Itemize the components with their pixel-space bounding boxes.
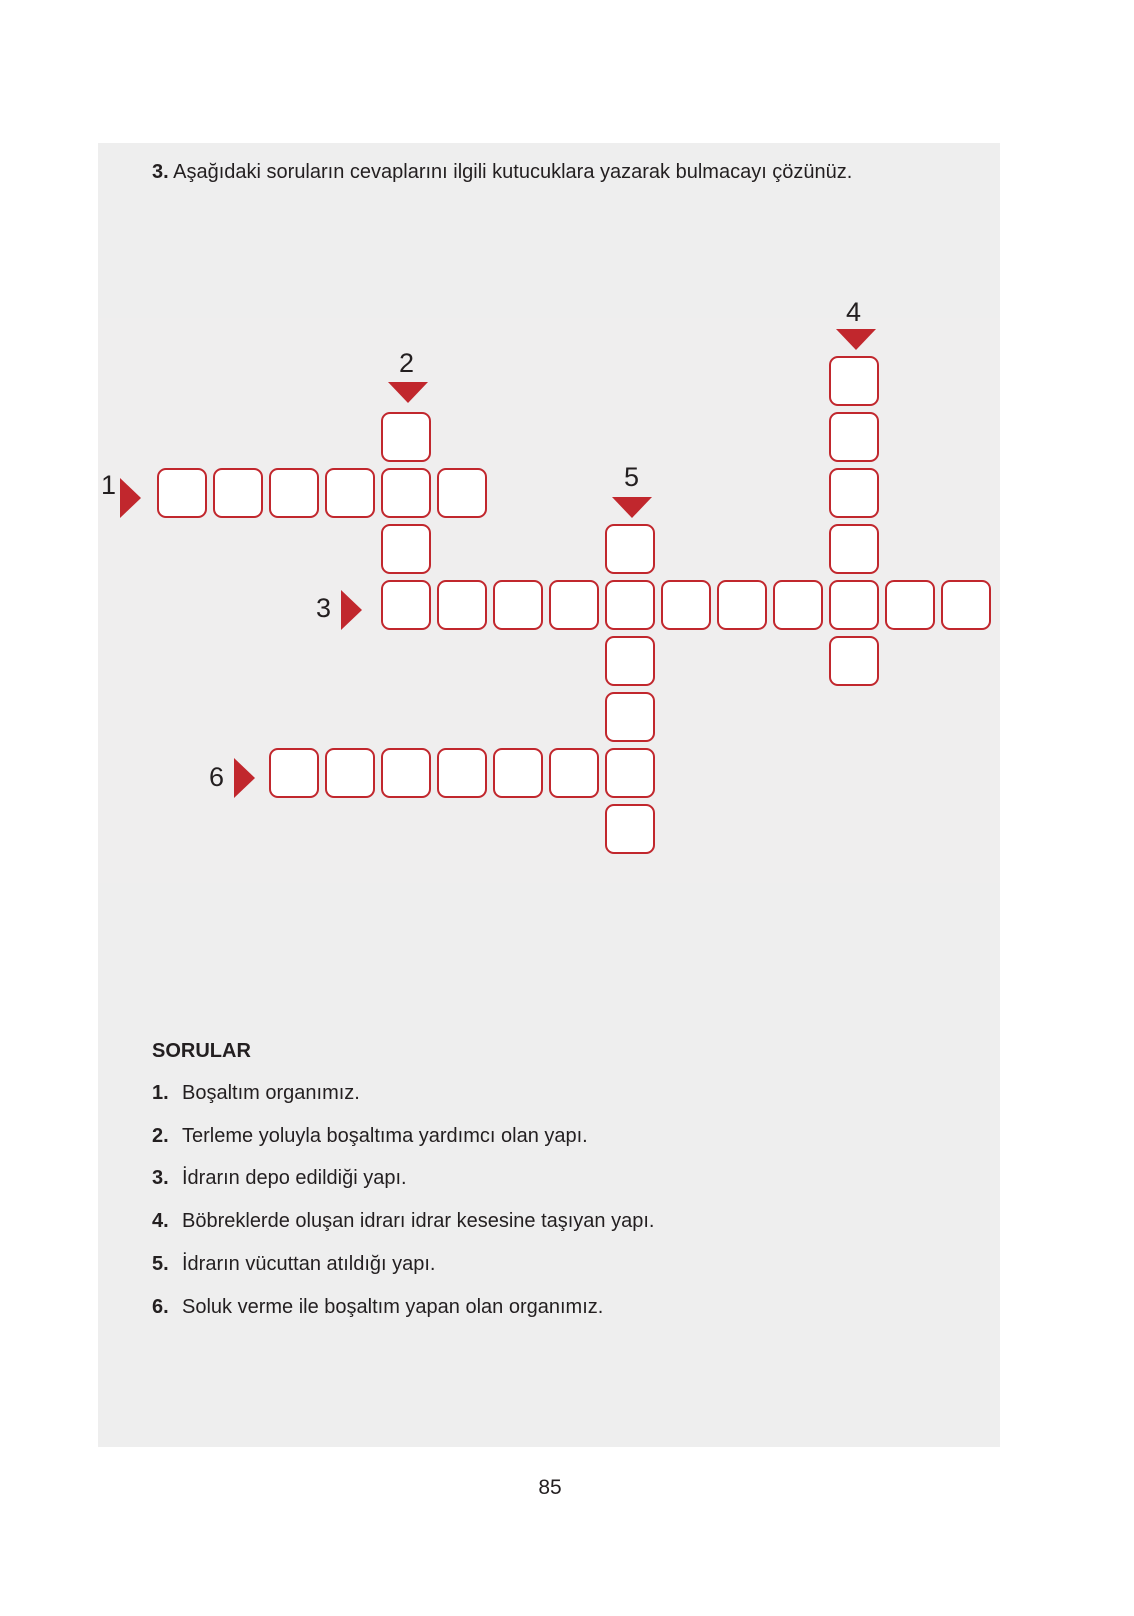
question-5 <box>152 1251 435 1277</box>
crossword-cell[interactable] <box>493 580 543 630</box>
clue-number-6: 6 <box>209 762 225 792</box>
crossword-cell-input[interactable] <box>383 470 429 516</box>
question-text: İdrarın depo edildiği yapı. <box>182 1167 407 1189</box>
crossword-cell-input[interactable] <box>271 470 317 516</box>
crossword-cell[interactable] <box>437 748 487 798</box>
crossword-cell[interactable] <box>605 580 655 630</box>
crossword-cell-input[interactable] <box>607 526 653 572</box>
instruction-text: Aşağıdaki soruların cevaplarını ilgili kutucuklara yazarak bulmacayı çözünüz. <box>173 161 853 183</box>
crossword-cell-input[interactable] <box>775 582 821 628</box>
crossword-cell[interactable] <box>325 468 375 518</box>
crossword-cell-input[interactable] <box>215 470 261 516</box>
clue-number-3: 3 <box>316 593 332 623</box>
crossword-cell-input[interactable] <box>607 806 653 852</box>
crossword-cell[interactable] <box>717 580 767 630</box>
crossword-cell[interactable] <box>605 636 655 686</box>
crossword-cell-input[interactable] <box>327 470 373 516</box>
crossword-cell-input[interactable] <box>887 582 933 628</box>
arrow-down-icon <box>612 497 652 518</box>
questions-title: SORULAR <box>152 1040 251 1062</box>
crossword-cell[interactable] <box>437 580 487 630</box>
crossword-cell-input[interactable] <box>607 694 653 740</box>
arrow-right-icon <box>120 478 141 518</box>
crossword-cell[interactable] <box>773 580 823 630</box>
panel-spacer <box>98 883 1000 987</box>
crossword-cell-input[interactable] <box>831 414 877 460</box>
crossword-cell[interactable] <box>437 468 487 518</box>
crossword-cell-input[interactable] <box>439 750 485 796</box>
crossword-cell[interactable] <box>829 468 879 518</box>
crossword-cell[interactable] <box>325 748 375 798</box>
crossword-cell-input[interactable] <box>551 750 597 796</box>
question-text: Boşaltım organımız. <box>182 1082 360 1104</box>
clue-number-1: 1 <box>101 470 117 500</box>
crossword-cell-input[interactable] <box>831 582 877 628</box>
question-2 <box>152 1123 588 1149</box>
crossword-cell-input[interactable] <box>439 582 485 628</box>
crossword-cell-input[interactable] <box>439 470 485 516</box>
arrow-right-icon <box>341 590 362 630</box>
question-4 <box>152 1208 654 1234</box>
question-1 <box>152 1080 360 1106</box>
crossword-cell-input[interactable] <box>383 526 429 572</box>
crossword-cell[interactable] <box>829 636 879 686</box>
crossword-cell[interactable] <box>829 356 879 406</box>
crossword-cell[interactable] <box>829 580 879 630</box>
crossword-cell-input[interactable] <box>271 750 317 796</box>
arrow-down-icon <box>836 329 876 350</box>
crossword-cell[interactable] <box>605 748 655 798</box>
crossword-cell-input[interactable] <box>831 470 877 516</box>
crossword-cell-input[interactable] <box>327 750 373 796</box>
crossword-cell[interactable] <box>381 580 431 630</box>
crossword-cell-input[interactable] <box>159 470 205 516</box>
crossword-cell[interactable] <box>493 748 543 798</box>
question-text: Terleme yoluyla boşaltıma yardımcı olan yapı. <box>182 1125 588 1147</box>
crossword-cell[interactable] <box>381 524 431 574</box>
crossword-cell[interactable] <box>269 748 319 798</box>
crossword-cell[interactable] <box>941 580 991 630</box>
crossword-cell[interactable] <box>829 524 879 574</box>
crossword-cell[interactable] <box>549 748 599 798</box>
crossword-cell[interactable] <box>661 580 711 630</box>
question-3 <box>152 1165 407 1191</box>
crossword-cell[interactable] <box>381 412 431 462</box>
instruction <box>152 158 852 186</box>
question-6 <box>152 1294 603 1320</box>
question-number: 4. <box>152 1210 169 1232</box>
crossword-cell-input[interactable] <box>663 582 709 628</box>
question-number: 6. <box>152 1296 169 1318</box>
arrow-down-icon <box>388 382 428 403</box>
crossword-cell-input[interactable] <box>831 358 877 404</box>
crossword-cell[interactable] <box>213 468 263 518</box>
crossword-cell[interactable] <box>269 468 319 518</box>
crossword-cell[interactable] <box>885 580 935 630</box>
crossword-cell[interactable] <box>381 748 431 798</box>
crossword-cell[interactable] <box>605 804 655 854</box>
question-number: 2. <box>152 1125 169 1147</box>
crossword-cell-input[interactable] <box>943 582 989 628</box>
question-number: 1. <box>152 1082 169 1104</box>
crossword-cell-input[interactable] <box>607 582 653 628</box>
page-number: 85 <box>538 1476 562 1499</box>
clue-number-4: 4 <box>846 297 862 327</box>
crossword-cell-input[interactable] <box>831 638 877 684</box>
crossword-cell-input[interactable] <box>607 750 653 796</box>
crossword-cell-input[interactable] <box>551 582 597 628</box>
crossword-cell[interactable] <box>605 692 655 742</box>
crossword-cell[interactable] <box>605 524 655 574</box>
instruction-number: 3. <box>152 161 169 183</box>
question-text: Soluk verme ile boşaltım yapan olan organımız. <box>182 1296 604 1318</box>
crossword-cell-input[interactable] <box>383 582 429 628</box>
clue-number-2: 2 <box>399 348 415 378</box>
crossword-cell-input[interactable] <box>719 582 765 628</box>
crossword-cell-input[interactable] <box>607 638 653 684</box>
question-text: İdrarın vücuttan atıldığı yapı. <box>182 1253 436 1275</box>
crossword-cell-input[interactable] <box>383 750 429 796</box>
crossword-cell-input[interactable] <box>495 750 541 796</box>
crossword-cell[interactable] <box>549 580 599 630</box>
crossword-cell[interactable] <box>829 412 879 462</box>
crossword-cell-input[interactable] <box>831 526 877 572</box>
crossword-cell-input[interactable] <box>495 582 541 628</box>
arrow-right-icon <box>234 758 255 798</box>
clue-number-5: 5 <box>624 462 640 492</box>
question-number: 5. <box>152 1253 169 1275</box>
question-number: 3. <box>152 1167 169 1189</box>
crossword-cell[interactable] <box>381 468 431 518</box>
crossword-cell[interactable] <box>157 468 207 518</box>
crossword-cell-input[interactable] <box>383 414 429 460</box>
question-text: Böbreklerde oluşan idrarı idrar kesesine taşıyan yapı. <box>182 1210 655 1232</box>
